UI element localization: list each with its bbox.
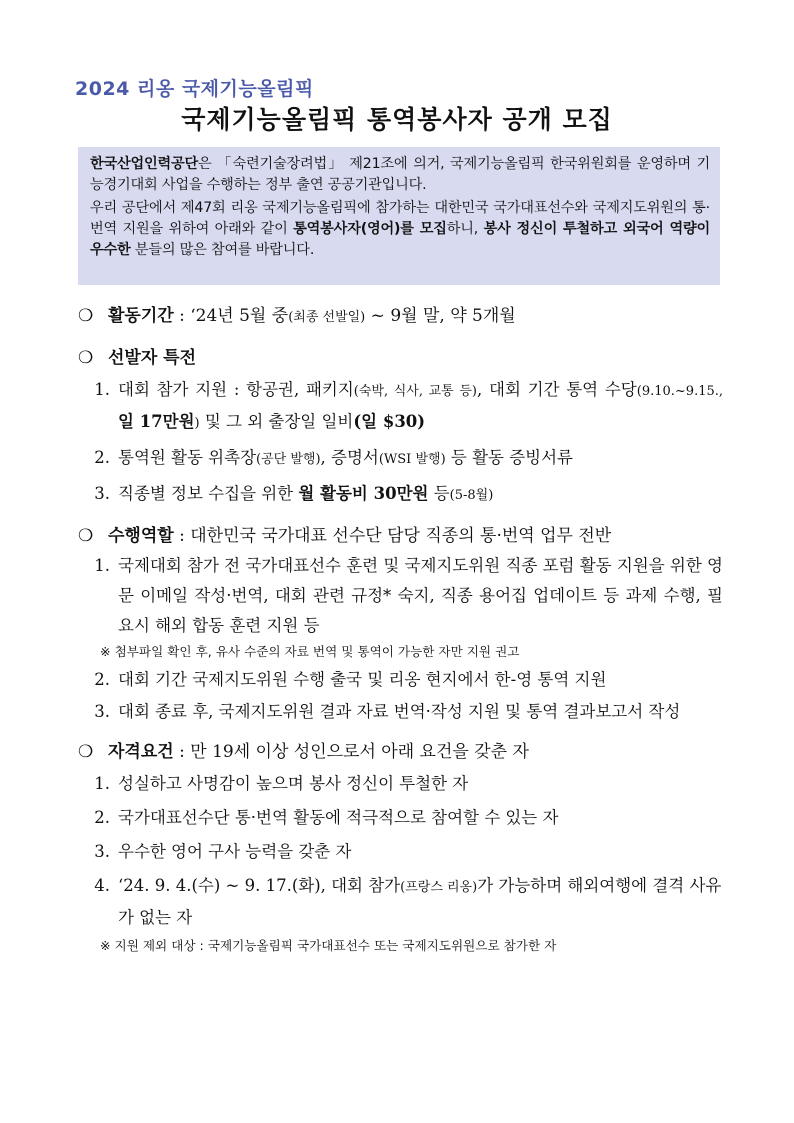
intro-paragraph-2 xyxy=(90,198,710,261)
benefit-2-b-note: (WSI 발행) xyxy=(378,452,446,467)
item-number: 1. xyxy=(94,774,110,793)
item-number: 3. xyxy=(94,842,110,861)
note-mark: ※ xyxy=(100,644,111,659)
intro-p2-text-a: 우리 공단에서 제47회 리옹 국제기능올림픽에 참가하는 대한민국 국가대표선수와 국제지도위원의 통·번역 지원을 위하여 아래와 같이 xyxy=(90,200,710,237)
period-start: ‘24년 5월 중 xyxy=(190,306,289,326)
item-number: 4. xyxy=(94,876,110,895)
role-item-3 xyxy=(78,697,723,727)
section-benefits xyxy=(78,347,723,369)
bullet-circle-icon: ❍ xyxy=(78,742,94,762)
benefit-2-a-note: (공단 발행) xyxy=(256,452,321,467)
benefit-1-b-note: (9.10.~9.15., xyxy=(636,384,724,399)
qualification-item-4 xyxy=(78,871,723,933)
benefit-1-b-bold: 일 17만원 xyxy=(118,412,195,431)
intro-p2-text-c: 분들의 많은 참여를 바랍니다. xyxy=(130,242,315,258)
intro-p2-text-b: 하니, xyxy=(446,221,484,237)
qualification-4-note: (프랑스 리옹) xyxy=(400,880,478,895)
benefit-1-c-bold: (일 $30) xyxy=(353,412,426,431)
benefit-2-a: 통역원 활동 위촉장 xyxy=(118,448,257,467)
period-colon: : xyxy=(173,306,191,326)
item-text: 대회 종료 후, 국제지도위원 결과 자료 번역·작성 지원 및 통역 결과보고서 작성 xyxy=(118,702,681,721)
item-text xyxy=(118,871,723,933)
role-item-1 xyxy=(78,551,723,641)
item-text: 국가대표선수단 통·번역 활동에 적극적으로 참여할 수 있는 자 xyxy=(118,808,559,827)
qualification-label: 자격요건 xyxy=(108,742,174,762)
item-number: 2. xyxy=(94,808,110,827)
benefit-1-c: 및 그 외 출장일 일비 xyxy=(199,412,354,431)
benefit-1-a: 대회 참가 지원 : 항공권, 패키지 xyxy=(118,380,354,399)
role-desc: 대한민국 국가대표 선수단 담당 직종의 통·번역 업무 전반 xyxy=(190,526,612,546)
item-number: 3. xyxy=(94,702,110,721)
item-text: 우수한 영어 구사 능력을 갖춘 자 xyxy=(118,842,352,861)
section-qualification xyxy=(78,741,723,763)
benefit-3-a: 직종별 정보 수집을 위한 xyxy=(118,484,299,503)
benefit-2-b: , 증명서 xyxy=(320,448,379,467)
qualification-4-b: 가 가능하며 해외여행에 결격 사유가 없는 자 xyxy=(118,876,722,927)
item-number: 1. xyxy=(94,380,110,399)
bullet-circle-icon: ❍ xyxy=(78,306,94,326)
section-period xyxy=(78,305,723,327)
benefit-2-c: 등 활동 증빙서류 xyxy=(445,448,573,467)
event-kicker: 2024 리옹 국제기능올림픽 xyxy=(75,78,314,100)
period-label: 활동기간 xyxy=(108,306,174,326)
benefits-label: 선발자 특전 xyxy=(108,348,197,368)
agency-name: 한국산업인력공단 xyxy=(90,156,199,172)
benefit-item-3 xyxy=(78,479,723,511)
item-text: 국제대회 참가 전 국가대표선수 훈련 및 국제지도위원 직종 포럼 활동 지원을 위한 영문 이메일 작성·번역, 대회 관련 규정* 숙지, 직종 용어집 업데이트 등 과제 수행, 필요시 해외 합동 훈련 지원 등 xyxy=(118,556,723,635)
exclusion-note: ※ 지원 제외 대상 : 국제기능올림픽 국가대표선수 또는 국제지도위원으로 참가한 자 xyxy=(100,938,557,953)
period-start-note: (최종 선발일) xyxy=(288,310,366,325)
item-number: 2. xyxy=(94,448,110,467)
section-role xyxy=(78,525,723,547)
benefit-3-b: 등 xyxy=(428,484,450,503)
benefit-1-b: , 대회 기간 통역 수당 xyxy=(477,380,637,399)
benefit-3-bold: 월 활동비 30만원 xyxy=(298,484,429,503)
intro-box xyxy=(78,147,720,285)
qualification-item-1 xyxy=(78,769,723,799)
main-content xyxy=(78,305,723,957)
role-note xyxy=(78,641,723,663)
item-text xyxy=(118,479,723,511)
qualification-item-2 xyxy=(78,803,723,833)
item-number: 3. xyxy=(94,484,110,503)
intro-p2-bold-2: 봉사 정신이 투철하고 외국어 역량이 우수한 xyxy=(90,221,710,258)
benefit-3-b-note: (5-8월) xyxy=(449,488,494,503)
qualification-desc: 만 19세 이상 성인으로서 아래 요건을 갖춘 자 xyxy=(190,742,529,762)
note-text: 첨부파일 확인 후, 유사 수준의 자료 번역 및 통역이 가능한 자만 지원 권고 xyxy=(114,644,520,659)
item-text xyxy=(118,443,723,475)
intro-paragraph-1 xyxy=(90,154,710,196)
benefit-item-1 xyxy=(78,375,723,439)
period-end: ~ 9월 말, 약 5개월 xyxy=(365,306,516,326)
benefit-item-2 xyxy=(78,443,723,475)
bullet-circle-icon: ❍ xyxy=(78,526,94,546)
item-text: 대회 기간 국제지도위원 수행 출국 및 리옹 현지에서 한-영 통역 지원 xyxy=(118,670,607,689)
qualification-item-3 xyxy=(78,837,723,867)
page-title: 국제기능올림픽 통역봉사자 공개 모집 xyxy=(181,105,613,134)
intro-p1-text: 은 「숙련기술장려법」 제21조에 의거, 국제기능올림픽 한국위원회를 운영하며 기능경기대회 사업을 수행하는 정부 출연 공공기관입니다. xyxy=(90,156,710,193)
item-number: 2. xyxy=(94,670,110,689)
role-label: 수행역할 xyxy=(108,526,174,546)
benefit-1-a-note: (숙박, 식사, 교통 등) xyxy=(353,384,478,399)
role-item-2 xyxy=(78,665,723,695)
item-number: 1. xyxy=(94,556,110,575)
role-colon: : xyxy=(173,526,191,546)
item-text xyxy=(118,375,723,439)
qualification-colon: : xyxy=(173,742,191,762)
bullet-circle-icon: ❍ xyxy=(78,348,94,368)
qualification-4-a: ‘24. 9. 4.(수) ~ 9. 17.(화), 대회 참가 xyxy=(118,876,401,895)
intro-p2-bold-1: 통역봉사자(영어)를 모집 xyxy=(293,221,447,237)
benefit-1-b-note-end: ) xyxy=(194,416,200,431)
item-text: 성실하고 사명감이 높으며 봉사 정신이 투철한 자 xyxy=(118,774,469,793)
